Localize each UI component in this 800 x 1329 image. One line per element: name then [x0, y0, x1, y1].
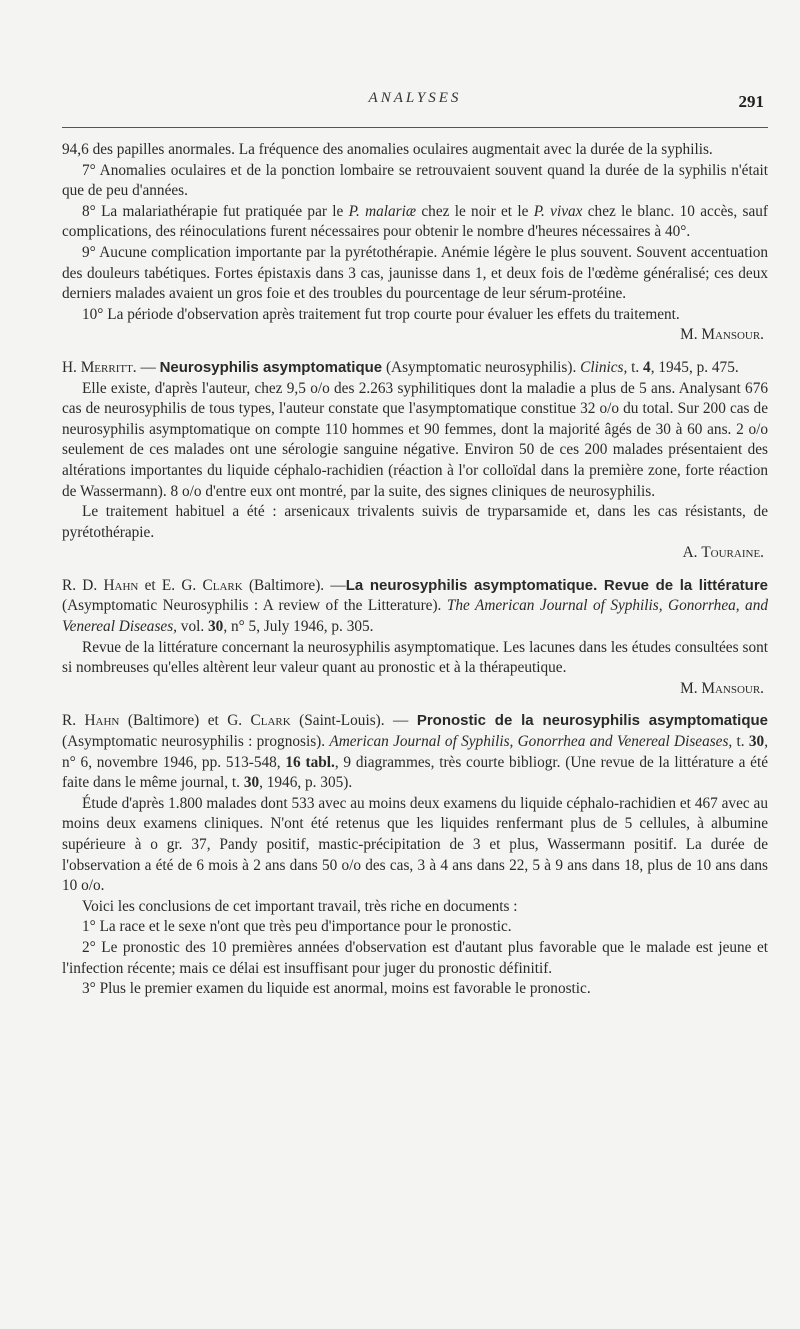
- author-name: Clark: [202, 576, 243, 594]
- author-name: Hahn: [103, 576, 139, 594]
- paragraph: 7° Anomalies oculaires et de la ponction lombaire se retrouvaient souvent quand la durée de la syphilis n'était que de peu d'années.: [62, 161, 768, 200]
- article-title: Neurosyphilis asymptomatique: [159, 358, 383, 376]
- paragraph: Le traitement habituel a été : arsenicaux trivalents suivis de tryparsamide et, dans les cas résistants, de pyrétothérapie.: [62, 503, 768, 541]
- article-title: Pronostic de la neurosyphilis asymptomatique: [416, 712, 768, 730]
- running-head: [62, 88, 768, 118]
- journal-name: Clinics,: [580, 358, 628, 376]
- citation: R. Hahn (Baltimore) et G. Clark (Saint-Louis). — Pronostic de la neurosyphilis asymptomatique (Asymptomatic neurosyphilis : prognosis). American Journal of Syphilis, Gonorrhea and Venereal Diseases, t. 30, n° 6, novembre 1946, pp. 513-548, 16 tabl., 9 diagrammes, très courte bibliogr. (Une revue de la littérature a été faite dans le même journal, t. 30, 1946, p. 305).: [62, 712, 769, 792]
- paragraph: 8° La malariathérapie fut pratiquée par le P. malariæ chez le noir et le P. vivax chez le blanc. 10 accès, sauf complications, des réinoculations furent nécessaires pour obtenir le nombre d'heures nécessaires à 40°.: [62, 202, 768, 241]
- journal-name: The American Journal of Syphilis, Gonorrhea, and Venereal Diseases,: [62, 597, 768, 636]
- paragraph: Voici les conclusions de cet important travail, très riche en documents :: [82, 897, 518, 915]
- page-number: 291: [738, 92, 764, 111]
- header-rule: [62, 127, 768, 128]
- body-text: [62, 140, 768, 1000]
- author-name: Hahn: [84, 712, 120, 730]
- citation: H. Merritt. — Neurosyphilis asymptomatique (Asymptomatic neurosyphilis). Clinics, t. 4, 1945, p. 475.: [62, 358, 739, 376]
- paragraph: Étude d'après 1.800 malades dont 533 avec au moins deux examens du liquide céphalo-rachidien et 467 avec au moins deux examens cliniques. N'ont été retenus que les liquides renfermant plus de 5 cellules, à albumine supérieure à o gr. 37, Pandy positif, mastic-précipitation de 3 et plus, Wassermann positif. La durée de l'observation a été de 6 mois à 2 ans dans 50 o/o des cas, 3 à 4 ans dans 22, 5 à 9 ans dans 18, plus de 10 ans dans 10 o/o.: [62, 794, 768, 895]
- review-continuation: [62, 140, 768, 346]
- citation: R. D. Hahn et E. G. Clark (Baltimore). —La neurosyphilis asymptomatique. Revue de la littérature (Asymptomatic Neurosyphilis : A review of the Litterature). The American Journal of Syphilis, Gonorrhea, and Venereal Diseases, vol. 30, n° 5, July 1946, p. 305.: [62, 576, 768, 636]
- journal-name: American Journal of Syphilis, Gonorrhea and Venereal Diseases,: [329, 733, 733, 751]
- paragraph: 9° Aucune complication importante par la pyrétothérapie. Anémie légère le plus souvent. Souvent accentuation des douleurs tabétiques. Fortes épistaxis dans 3 cas, jaunisse dans 1, et deux fois de l'œdème généralisé; ces deux derniers malades avaient un gros foie et des troubles du pourcentage de leur sérum-protéine.: [62, 243, 768, 303]
- species-name: P. malariæ: [348, 202, 417, 220]
- article-title: La neurosyphilis asymptomatique. Revue de la littérature: [345, 576, 768, 594]
- reviewer-signature: M. Mansour.: [680, 326, 764, 344]
- paragraph: Revue de la littérature concernant la neurosyphilis asymptomatique. Les lacunes dans les études consultées sont si nombreuses qu'elles altèrent leur valeur quant au pronostic et à la thérapeutique.: [62, 638, 768, 677]
- reviewer-signature: M. Mansour.: [680, 679, 764, 697]
- author-name: Clark: [250, 712, 291, 730]
- review-entry-hahn-clark-prognosis: [62, 711, 768, 999]
- review-entry-merritt: [62, 358, 768, 564]
- paragraph: 10° La période d'observation après traitement fut trop courte pour évaluer les effets du traitement.: [82, 305, 680, 323]
- species-name: P. vivax: [533, 202, 583, 220]
- conclusion-item: 3° Plus le premier examen du liquide est anormal, moins est favorable le pronostic.: [82, 980, 591, 998]
- author-name: Merritt.: [80, 358, 137, 376]
- running-title: ANALYSES: [368, 90, 462, 106]
- conclusion-item: 1° La race et le sexe n'ont que très peu d'importance pour le pronostic.: [82, 918, 512, 936]
- conclusion-item: 2° Le pronostic des 10 premières années d'observation est d'autant plus favorable que le malade est jeune et l'infection récente; mais ce délai est insuffisant pour juger du pronostic définitif.: [62, 938, 768, 977]
- paragraph: Elle existe, d'après l'auteur, chez 9,5 o/o des 2.263 syphilitiques dont la maladie a plus de 5 ans. Analysant 676 cas de neurosyphilis de tous types, l'auteur constate que l'asymptomatique constitue 32 o/o du total. Sur 200 cas de neurosyphilis asymptomatique on compte 110 hommes et 90 femmes, dont la majorité âgés de 30 à 60 ans. 2 o/o seulement de ces malades ont une sérologie sanguine négative. Environ 50 de ces 200 malades présentaient des altérations importantes du liquide céphalo-rachidien (réaction à l'or colloïdal dans la première zone, forte réaction de Wassermann). 8 o/o d'entre eux ont montré, par la suite, des signes cliniques de neurosyphilis.: [62, 379, 768, 500]
- reviewer-signature: A. Touraine.: [682, 544, 764, 562]
- paragraph: 94,6 des papilles anormales. La fréquence des anomalies oculaires augmentait avec la durée de la syphilis.: [62, 141, 713, 158]
- review-entry-hahn-clark-review: [62, 576, 768, 700]
